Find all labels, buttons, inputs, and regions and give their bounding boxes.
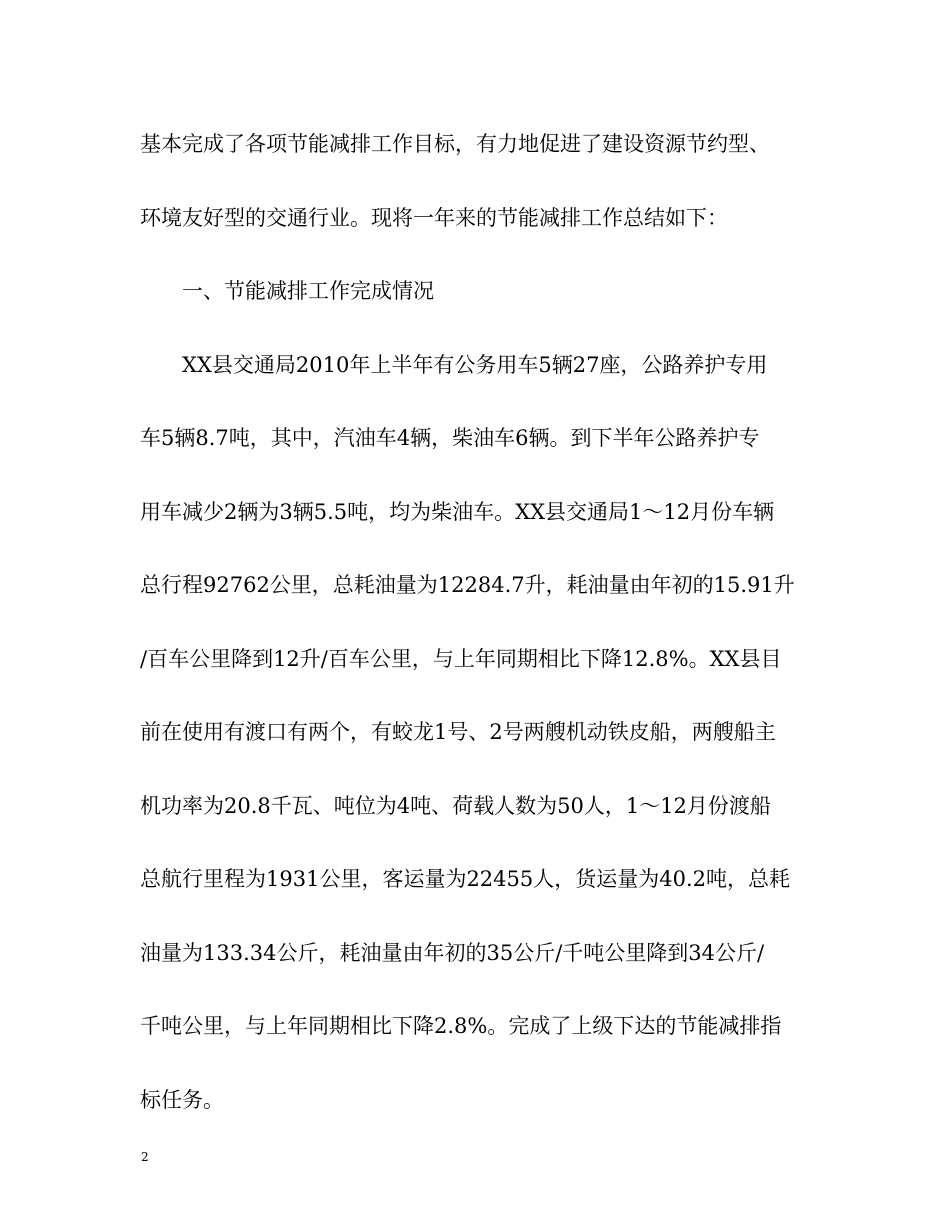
text-line: /百车公里降到12升/百车公里，与上年同期相比下降12.8%。XX县目 [140,646,782,671]
page-number: 2 [141,1150,149,1164]
text-line: 油量为133.34公斤，耗油量由年初的35公斤/千吨公里降到34公斤/ [140,940,765,965]
text-line: 标任务。 [140,1087,224,1112]
text-line: XX县交通局2010年上半年有公务用车5辆27座，公路养护专用 [182,352,768,377]
text-line: 千吨公里，与上年同期相比下降2.8%。完成了上级下达的节能减排指 [140,1014,782,1038]
text-line: 用车减少2辆为3辆5.5吨，均为柴油车。XX县交通局1～12月份车辆 [140,499,775,524]
text-line: 车5辆8.7吨，其中，汽油车4辆，柴油车6辆。到下半年公路养护专 [140,426,760,450]
section-heading: 一、节能减排工作完成情况 [182,279,434,303]
text-line: 机功率为20.8千瓦、吨位为4吨、荷载人数为50人，1～12月份渡船 [140,793,771,818]
text-line: 前在使用有渡口有两个，有蛟龙1号、2号两艘机动铁皮船，两艘船主 [140,720,776,744]
text-line: 基本完成了各项节能减排工作目标，有力地促进了建设资源节约型、 [140,132,770,156]
text-line: 总行程92762公里，总耗油量为12284.7升，耗油量由年初的15.91升 [140,573,795,597]
text-line: 总航行里程为1931公里，客运量为22455人，货运量为40.2吨，总耗 [140,867,791,891]
text-line: 环境友好型的交通行业。现将一年来的节能减排工作总结如下： [140,205,728,230]
document-body [140,114,810,1143]
